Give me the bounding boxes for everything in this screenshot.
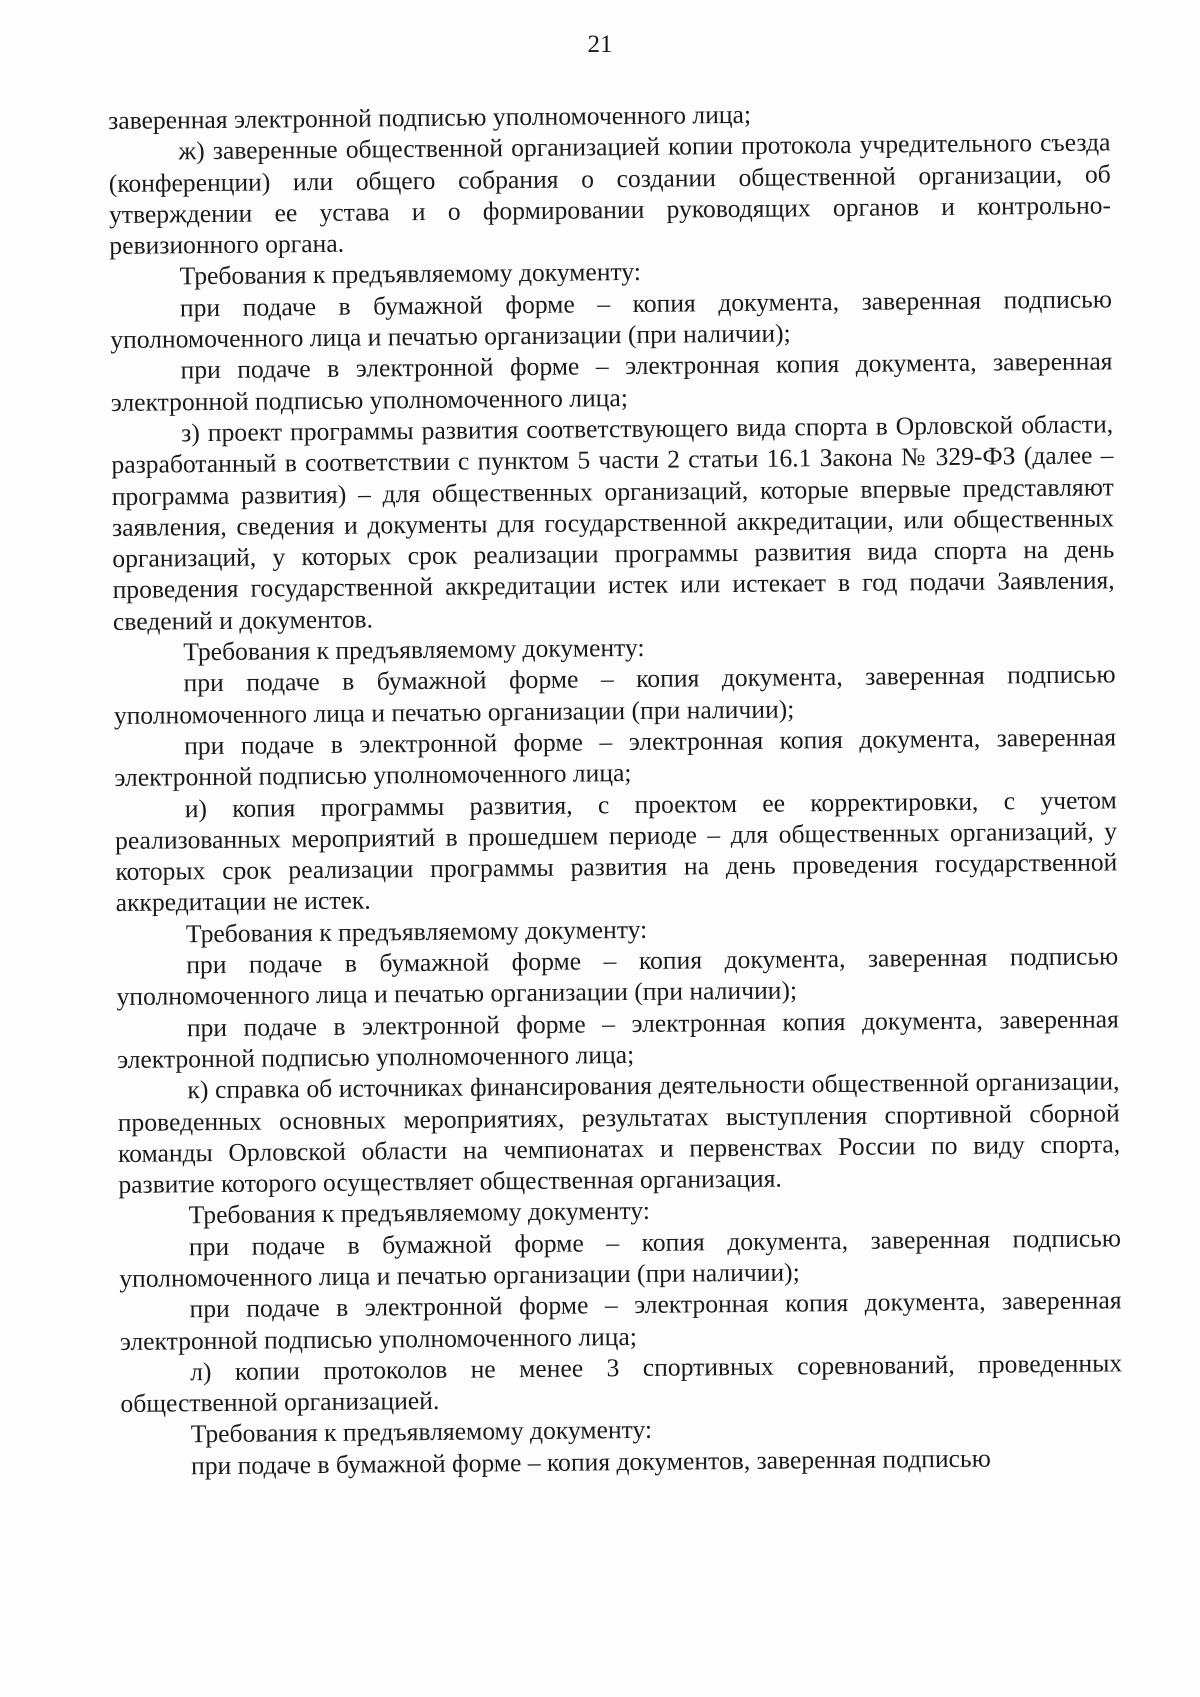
paragraph: к) справка об источниках финансирования деятельности общественной организации, проведенных основных мероприятиях, результатах выступления спортивной сборной команды Орловской области на чемпионатах и первенствах России по виду спорта, развитие которого осуществляет общественная организация. — [117, 1066, 1121, 1200]
paragraph: з) проект программы развития соответствующего вида спорта в Орловской области, разработанный в соответствии с пунктом 5 части 2 статьи 16.1 Закона № 329-ФЗ (далее – программа развития) – для общественных организаций, которые впервые представляют заявления, сведения и документы для государственной аккредитации, или общественных организаций, у которых срок реализации программы развития вида спорта на день проведения государственной аккредитации истек или истекает в год подачи Заявления, сведений и документов. — [111, 409, 1115, 636]
paragraph: при подаче в электронной форме – электронная копия документа, заверенная электронной подписью уполномоченного лица; — [117, 1003, 1119, 1074]
paragraph: при подаче в бумажной форме – копия документа, заверенная подписью уполномоченного лица и печатью организации (при наличии); — [113, 659, 1116, 730]
paragraph: при подаче в электронной форме – электронная копия документа, заверенная электронной подписью уполномоченного лица; — [110, 346, 1113, 417]
paragraph: Требования к предъявляемому документу: — [185, 914, 648, 949]
paragraph: Требования к предъявляемому документу: — [183, 632, 645, 667]
paragraph: при подаче в бумажной форме – копия документа, заверенная подписью уполномоченного лица и печатью организации (при наличии); — [110, 284, 1113, 355]
paragraph: и) копия программы развития, с проектом ее корректировки, с учетом реализованных мероприятий в прошедшем периоде – для общественных организаций, у которых срок реализации программы развития на день проведения государственной аккредитации не истек. — [114, 784, 1118, 918]
paragraph: при подаче в бумажной форме – копия документа, заверенная подписью уполномоченного лица и печатью организации (при наличии); — [116, 941, 1119, 1012]
paragraph: Требования к предъявляемому документу: — [190, 1415, 653, 1449]
paragraph: л) копии протоколов не менее 3 спортивных соревнований, проведенных общественной организацией. — [120, 1348, 1123, 1419]
paragraph: ж) заверенные общественной организацией копии протокола учредительного съезда (конференции) или общего собрания о создании общественной организации, об утверждении ее устава и о формировании руководящих органов и контрольно-ревизионного органа. — [108, 127, 1112, 261]
paragraph: при подаче в электронной форме – электронная копия документа, заверенная электронной подписью уполномоченного лица; — [119, 1285, 1122, 1356]
paragraph: Требования к предъявляемому документу: — [188, 1196, 651, 1230]
paragraph: Требования к предъявляемому документу: — [179, 257, 642, 291]
paragraph: при подаче в бумажной форме – копия документа, заверенная подписью уполномоченного лица и печатью организации (при наличии); — [119, 1223, 1122, 1293]
page-number: 21 — [587, 31, 613, 58]
paragraph: при подаче в бумажной форме – копия документов, заверенная подписью — [190, 1443, 991, 1481]
paragraph: заверенная электронной подписью уполномоченного лица; — [108, 99, 752, 135]
paragraph: при подаче в электронной форме – электронная копия документа, заверенная электронной подписью уполномоченного лица; — [114, 722, 1117, 793]
document-body — [108, 95, 1123, 1482]
